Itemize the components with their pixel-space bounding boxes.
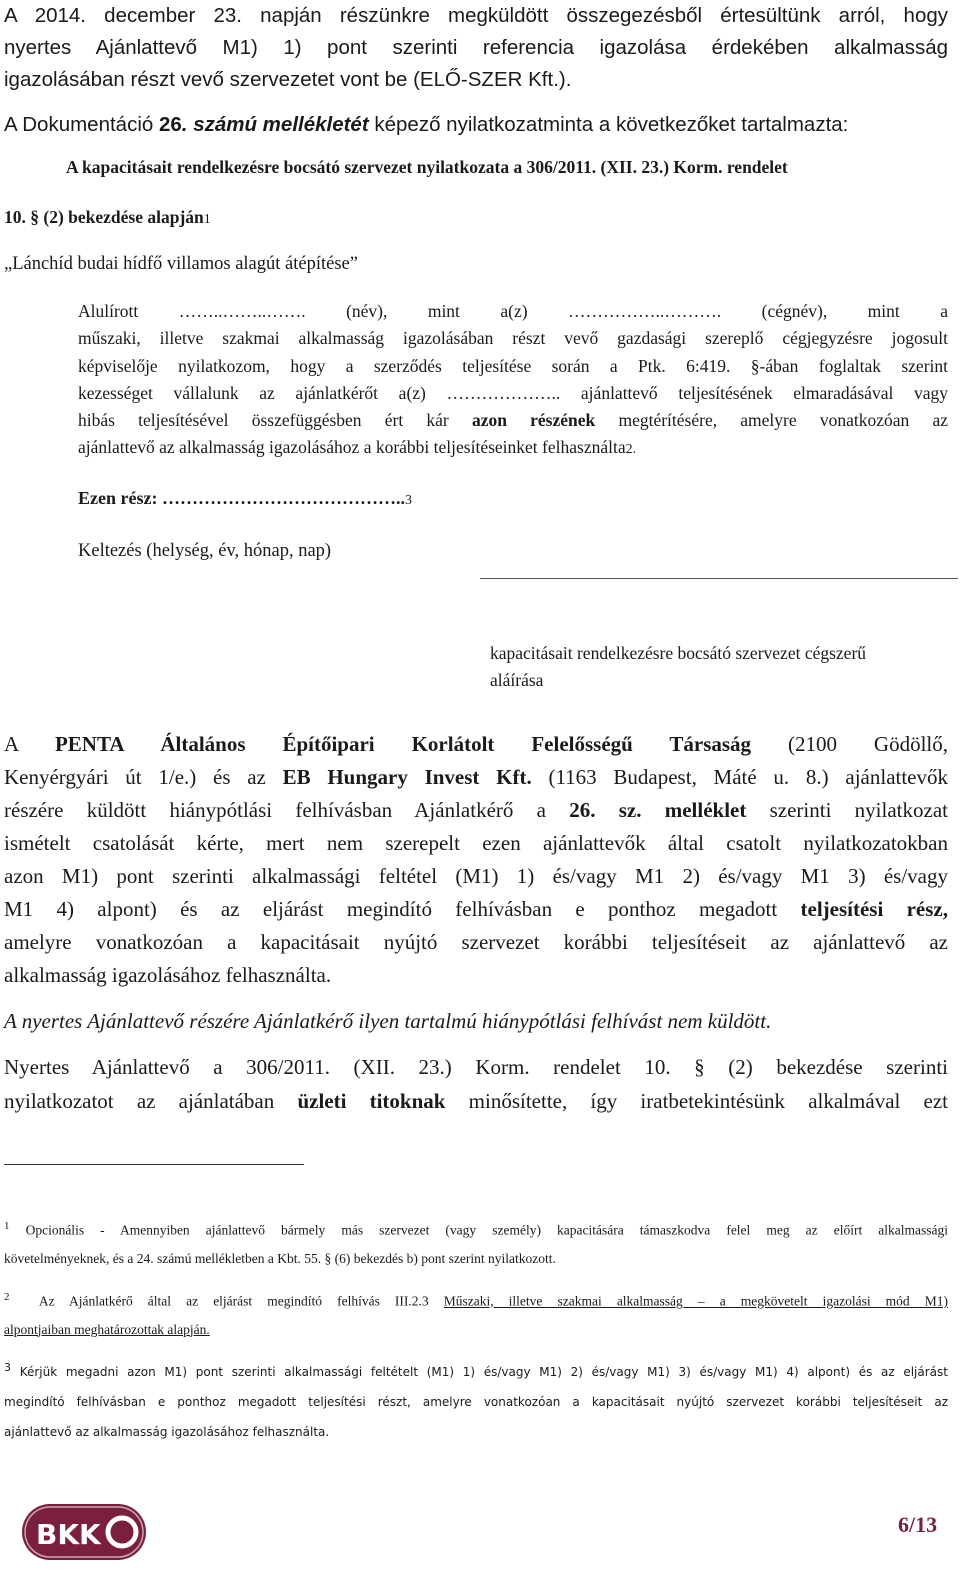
signature-line: [480, 578, 958, 579]
penta-line-5: azon M1) pont szerinti alkalmassági feltétel (M1) 1) és/vagy M1 2) és/vagy M1 3) és/vagy: [4, 864, 948, 888]
page-number: 6/13: [898, 1512, 938, 1537]
project-title: „Lánchíd budai hídfő villamos alagút átépítése”: [4, 254, 358, 274]
footnote-ref-2: 2.: [625, 442, 637, 458]
footnote-2-number: 2: [4, 1291, 10, 1303]
declaration-heading-line-2: 10. § (2) bekezdése alapján1: [4, 207, 211, 227]
declaration-body-line-1: Alulírott ……..……..……. (név), mint a(z) ……………..………. (cégnév), mint a: [78, 301, 948, 321]
winner-line-1: Nyertes Ajánlattevő a 306/2011. (XII. 23.) Korm. rendelet 10. § (2) bekezdése szerinti: [4, 1055, 948, 1079]
declaration-body-line-5: hibás teljesítésével összefüggésben ért kár azon részének megtérítésére, amelyre vonatkozóan az: [78, 410, 948, 431]
penta-line-8: alkalmasság igazolásához felhasználta.: [4, 963, 332, 987]
winner-paragraph: [4, 1050, 948, 1118]
declaration-body-line-2: műszaki, illetve szakmai alkalmasság igazolásában részt vevő gazdasági szereplő cégjegyzésre jogosult: [78, 328, 948, 349]
penta-line-2: Kenyérgyári út 1/e.) és az EB Hungary Invest Kft. (1163 Budapest, Máté u. 8.) ajánlattevők: [4, 765, 949, 789]
doc-ref-bold: . számú mellékletét: [181, 113, 369, 136]
declaration-body: [78, 298, 948, 464]
intro-line-2: nyertes Ajánlattevő M1) 1) pont szerinti referencia igazolása érdekében alkalmasság: [4, 36, 948, 59]
signature-caption: kapacitásait rendelkezésre bocsátó szervezet cégszerű aláírása: [490, 643, 867, 690]
penta-line-1: A PENTA Általános Építőipari Korlátolt Felelősségű Társaság (2100 Gödöllő,: [4, 732, 948, 756]
intro-line-1: A 2014. december 23. napján részünkre megküldött összegezésből értesültünk arról, hogy: [4, 4, 948, 27]
doc-reference: A Dokumentáció 26. számú mellékletét képező nyilatkozatminta a következőket tartalmazta:: [4, 113, 849, 136]
bkk-logo: [22, 1500, 146, 1564]
footnote-1: $^1$ Opcionális - Amennyiben ajánlattevő bármely más szervezet (vagy személy) kapacitására támaszkodva felel meg az előírt alkalmassági követelményeknek, és a 24. számú mellékletben a Kbt. 55. § (6) bekezdés b) pont szerint nyilatkozott.: [4, 1220, 949, 1266]
footnote-3-number: 3: [4, 1361, 11, 1374]
date-label: Keltezés (helység, év, hónap, nap): [78, 541, 332, 561]
penta-line-7: amelyre vonatkozóan a kapacitásait nyújtó szervezet korábbi teljesítéseit az ajánlattevő az: [4, 930, 948, 954]
penta-paragraph: [4, 728, 948, 992]
penta-line-6: M1 4) alpont) és az eljárást megindító felhívásban e ponthoz megadott teljesítési rész,: [4, 897, 948, 921]
declaration-body-line-6: ajánlattevő az alkalmasság igazolásához a korábbi teljesítéseinket felhasználta2.: [78, 437, 637, 458]
penta-line-4: ismételt csatolását kérte, mert nem szerepelt ezen ajánlattevők által csatolt nyilatkozatokban: [4, 831, 948, 855]
intro-paragraph: [4, 0, 948, 96]
winner-line-2: nyilatkozatot az ajánlatában üzleti titoknak minősítette, így iratbetekintésünk alkalmával ezt: [4, 1089, 949, 1113]
doc-ref-number: 26: [158, 113, 182, 136]
penta-line-3: részére küldött hiánypótlási felhívásban Ajánlatkérő a 26. sz. melléklet szerinti nyilatkozat: [4, 798, 948, 822]
footnote-ref-1: 1: [203, 212, 211, 227]
intro-line-3: igazolásában részt vevő szervezetet vont be (ELŐ-SZER Kft.).: [4, 68, 572, 91]
footnote-ref-3: 3: [404, 493, 412, 508]
footnote-3: 3 Kérjük megadni azon M1) pont szerinti alkalmassági feltételt (M1) 1) és/vagy M1) 2) és/vagy M1) 3) és/vagy M1) 4) alpont) és az eljárást megindító felhívásban e ponthoz megadott teljesítési részt, amelyre vonatkozóan a kapacitásait nyújtó szervezet korábbi teljesítéseit az ajánlattevő az alkalmasság igazolásához felhasználta.: [4, 1361, 948, 1439]
footnote-2: $^2$ Az Ajánlatkérő által az eljárást megindító felhívás III.2.3 Műszaki, illetve szakmai alkalmasság – a megkövetelt igazolási mód M1) alpontjaiban meghatározottak alapján.: [4, 1291, 948, 1337]
declaration-body-line-4: kezességet vállalunk az ajánlatkérőt a(z) ……………….. ajánlattevő teljesítésének elmaradásával vagy: [78, 382, 948, 403]
bkk-logo-text: BKK: [36, 1518, 101, 1551]
footnote-separator: [4, 1164, 304, 1165]
declaration-body-line-3: képviselője nyilatkozom, hogy a szerződés teljesítése során a Ptk. 6:419. §-ában foglaltak szerint: [78, 355, 948, 376]
footnote-1-number: 1: [4, 1220, 10, 1232]
italic-note: A nyertes Ajánlattevő részére Ajánlatkérő ilyen tartalmú hiánypótlási felhívást nem küldött.: [4, 1009, 772, 1033]
declaration-heading-line-1: A kapacitásait rendelkezésre bocsátó szervezet nyilatkozata a 306/2011. (XII. 23.) Korm. rendelet: [66, 157, 788, 177]
bkk-logo-graphic: [22, 1500, 146, 1564]
ezen-resz: Ezen rész: …………………………………..3: [78, 488, 412, 508]
